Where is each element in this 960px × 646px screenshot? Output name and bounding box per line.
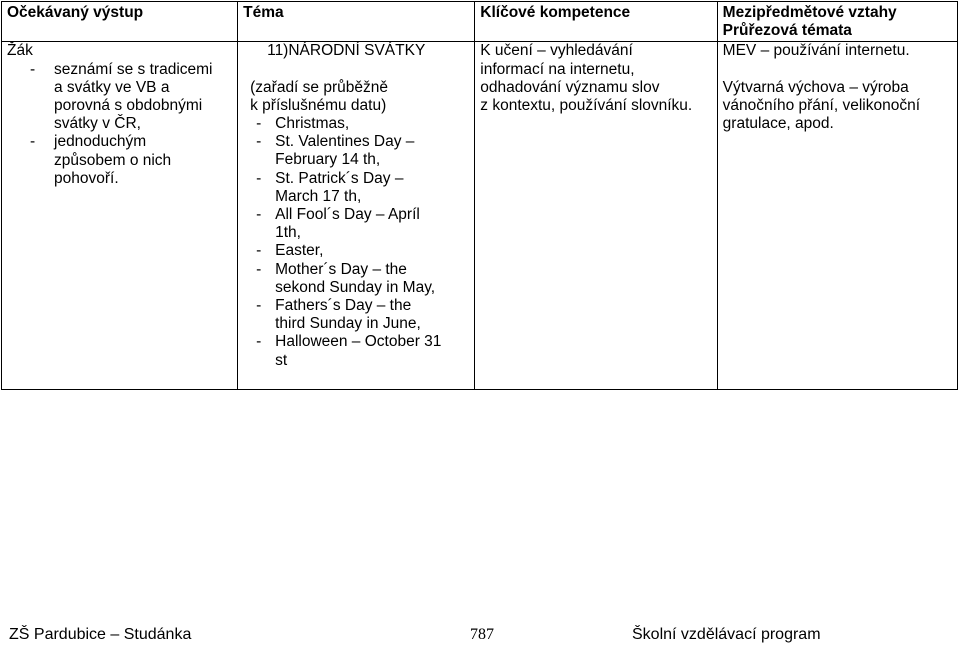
cross-curricular-line: vánočního přání, velikonoční bbox=[722, 96, 920, 114]
header-expected-output: Očekávaný výstup bbox=[2, 2, 238, 42]
list-item bbox=[7, 133, 232, 151]
competence-line: K učení – vyhledávání bbox=[480, 42, 633, 60]
list-item-line: pohovoří. bbox=[54, 169, 119, 187]
expected-output-cell bbox=[2, 42, 238, 390]
list-item-line: seznámí se s tradicemi bbox=[54, 60, 213, 78]
list-item-line: způsobem o nich bbox=[54, 151, 172, 169]
list-item bbox=[250, 170, 469, 206]
footer-document-title: Školní vzdělávací program bbox=[632, 626, 821, 643]
header-cross-curricular-line1: Mezipředmětové vztahy bbox=[722, 4, 897, 21]
list-item-line: svátky v ČR, bbox=[54, 115, 141, 133]
list-item-line: sekond Sunday in May, bbox=[275, 278, 436, 296]
header-cross-curricular-line2: Průřezová témata bbox=[722, 22, 852, 40]
list-item-line: a svátky ve VB a bbox=[54, 78, 170, 96]
list-item bbox=[250, 206, 469, 242]
competence-line: odhadování významu slov bbox=[480, 78, 660, 96]
list-item-line: third Sunday in June, bbox=[275, 315, 421, 333]
footer-school-name: ZŠ Pardubice – Studánka bbox=[9, 626, 192, 643]
list-item-line: porovná s obdobnými bbox=[54, 97, 203, 115]
list-item-line: - Easter, bbox=[275, 242, 324, 260]
list-item-line: - All Fool´s Day – Apríl bbox=[275, 206, 420, 224]
list-item bbox=[7, 61, 232, 79]
table-row bbox=[2, 42, 958, 390]
header-key-competences: Klíčové kompetence bbox=[475, 2, 717, 42]
topic-title: 11)NÁRODNÍ SVÁTKY bbox=[267, 42, 426, 60]
pupil-label: Žák bbox=[7, 42, 33, 60]
expected-output-list bbox=[7, 61, 232, 79]
competence-line: z kontextu, používání slovníku. bbox=[480, 97, 693, 115]
cross-curricular-line: gratulace, apod. bbox=[722, 115, 834, 133]
expected-output-list bbox=[7, 133, 232, 151]
holiday-list bbox=[243, 115, 469, 370]
key-competences-cell bbox=[475, 42, 717, 390]
list-item bbox=[250, 333, 469, 369]
list-item-line: - St. Valentines Day – bbox=[275, 133, 415, 151]
competence-line: informací na internetu, bbox=[480, 60, 635, 78]
list-item bbox=[250, 242, 469, 260]
cross-curricular-paragraph bbox=[723, 79, 952, 134]
list-item bbox=[250, 133, 469, 169]
list-item-line: - Halloween – October 31 bbox=[275, 333, 442, 351]
list-item bbox=[250, 115, 469, 133]
topic-cell bbox=[238, 42, 475, 390]
header-row bbox=[2, 2, 958, 42]
cross-curricular-cell bbox=[717, 42, 957, 390]
topic-note-line: (zařadí se průběžně bbox=[250, 78, 388, 96]
header-cross-curricular bbox=[717, 2, 957, 42]
header-topic: Téma bbox=[238, 2, 475, 42]
list-item-line: - Mother´s Day – the bbox=[275, 260, 407, 278]
topic-note-line: k příslušnému datu) bbox=[250, 96, 387, 114]
list-item-line: - Fathers´s Day – the bbox=[275, 297, 412, 315]
list-item-line: st bbox=[275, 351, 288, 369]
page-footer bbox=[0, 624, 960, 646]
topic-note bbox=[243, 79, 469, 115]
list-item-line: March 17 th, bbox=[275, 187, 362, 205]
cross-curricular-line: MEV – používání internetu. bbox=[722, 42, 910, 60]
list-item-line: - St. Patrick´s Day – bbox=[275, 169, 404, 187]
list-item-line: - Christmas, bbox=[275, 115, 350, 133]
cross-curricular-line: Výtvarná výchova – výroba bbox=[722, 78, 909, 96]
page-number: 787 bbox=[470, 626, 494, 643]
list-item-line: jednoduchým bbox=[54, 133, 147, 151]
list-item-line: 1th, bbox=[275, 224, 301, 242]
list-item-line: February 14 th, bbox=[275, 151, 381, 169]
list-item bbox=[250, 297, 469, 333]
list-item bbox=[250, 261, 469, 297]
curriculum-table bbox=[1, 1, 958, 390]
